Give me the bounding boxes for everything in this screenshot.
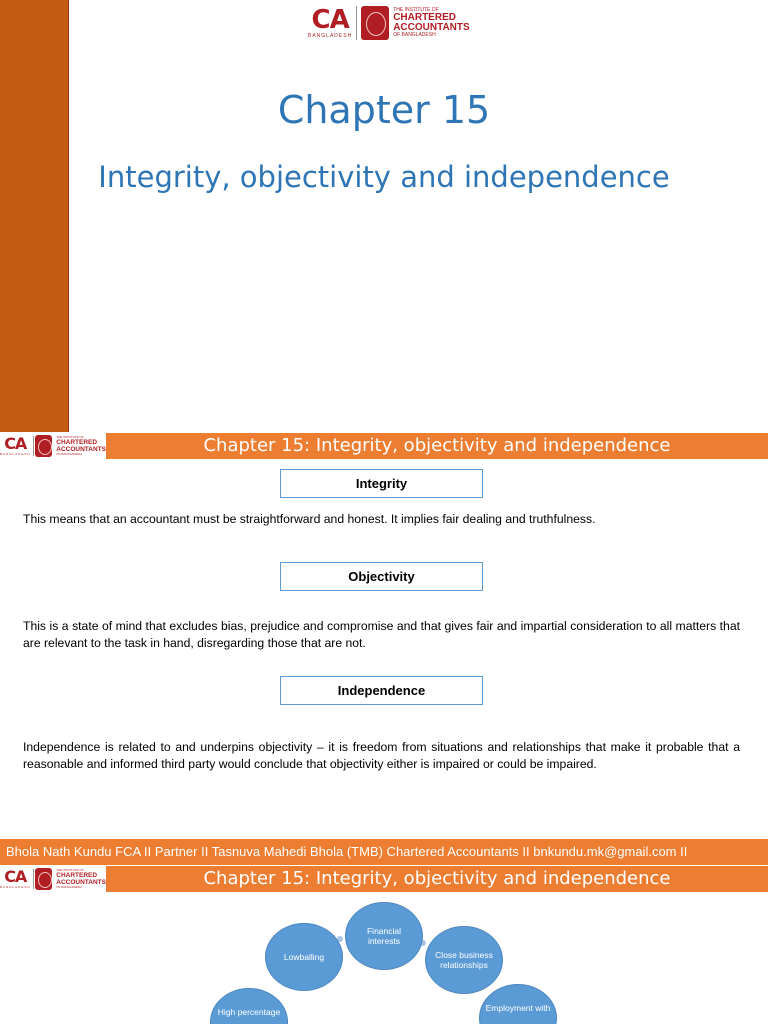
chapter-subtitle: Integrity, objectivity and independence <box>98 160 670 194</box>
ca-logo-country: BANGLADESH <box>0 452 31 456</box>
objectivity-label: Objectivity <box>280 562 483 591</box>
institute-name-line1: CHARTERED <box>393 12 456 23</box>
ca-logo <box>0 436 31 456</box>
institute-logo <box>308 4 470 42</box>
institute-seal-icon <box>361 6 389 40</box>
institute-name-top: THE INSTITUTE OF <box>56 868 84 872</box>
logo-divider <box>33 869 34 889</box>
slide-header-title: Chapter 15: Integrity, objectivity and independence <box>203 868 671 889</box>
bubble-close-business-relationships: Close business relationships <box>425 926 503 994</box>
chapter-title: Chapter 15 <box>277 88 491 132</box>
slide-footer: Bhola Nath Kundu FCA II Partner II Tasnuva Mahedi Bhola (TMB) Chartered Accountants II bnkundu.mk@gmail.com II <box>0 839 768 865</box>
institute-name-bottom: OF BANGLADESH <box>393 32 436 38</box>
institute-name-bottom: OF BANGLADESH <box>56 885 82 889</box>
definitions-slide <box>0 433 768 865</box>
institute-name-bottom: OF BANGLADESH <box>56 452 82 456</box>
independence-text: Independence is related to and underpins objectivity – it is freedom from situations and relationships that make it probable that a reasonable and informed third party would conclude that objectivity either is impaired or could be impaired. <box>23 740 740 771</box>
ca-logo-text: CA <box>4 434 27 453</box>
title-slide <box>0 0 768 432</box>
institute-name-line2: ACCOUNTANTS <box>56 879 106 886</box>
bubble-employment-with: Employment with <box>479 984 557 1024</box>
slide-header-bar <box>0 433 768 459</box>
institute-seal-icon <box>35 868 52 890</box>
slide-header-bar <box>0 866 768 892</box>
threats-slide <box>0 866 768 1024</box>
institute-name-line1: CHARTERED <box>56 872 98 879</box>
institute-name <box>56 869 106 889</box>
header-logo <box>0 866 106 892</box>
institute-name-line2: ACCOUNTANTS <box>393 22 470 33</box>
bubble-financial-interests: Financial interests <box>345 902 423 970</box>
ca-logo <box>0 869 31 889</box>
integrity-text: This means that an accountant must be straightforward and honest. It implies fair dealing and truthfulness. <box>23 512 596 526</box>
header-logo <box>0 433 106 459</box>
ca-logo-country: BANGLADESH <box>308 33 353 39</box>
logo-divider <box>356 6 357 40</box>
ca-logo <box>308 7 352 39</box>
independence-label: Independence <box>280 676 483 705</box>
slide-header-title: Chapter 15: Integrity, objectivity and independence <box>203 435 671 456</box>
bubble-high-percentage: High percentage <box>210 988 288 1024</box>
ca-logo-text: CA <box>311 5 349 35</box>
institute-name-top: THE INSTITUTE OF <box>56 435 84 439</box>
institute-name-line1: CHARTERED <box>56 439 98 446</box>
institute-seal-icon <box>35 435 52 457</box>
institute-name-top: THE INSTITUTE OF <box>393 7 439 13</box>
integrity-label: Integrity <box>280 469 483 498</box>
side-accent-bar <box>0 0 69 432</box>
objectivity-text: This is a state of mind that excludes bias, prejudice and compromise and that gives fair and impartial consideration to all matters that are relevant to the task in hand, disregarding those that are not. <box>23 619 740 650</box>
ca-logo-text: CA <box>4 867 27 886</box>
bubble-lowballing: Lowballing <box>265 923 343 991</box>
institute-name <box>393 8 469 38</box>
institute-name-line2: ACCOUNTANTS <box>56 446 106 453</box>
ca-logo-country: BANGLADESH <box>0 885 31 889</box>
institute-name <box>56 436 106 456</box>
logo-divider <box>33 436 34 456</box>
